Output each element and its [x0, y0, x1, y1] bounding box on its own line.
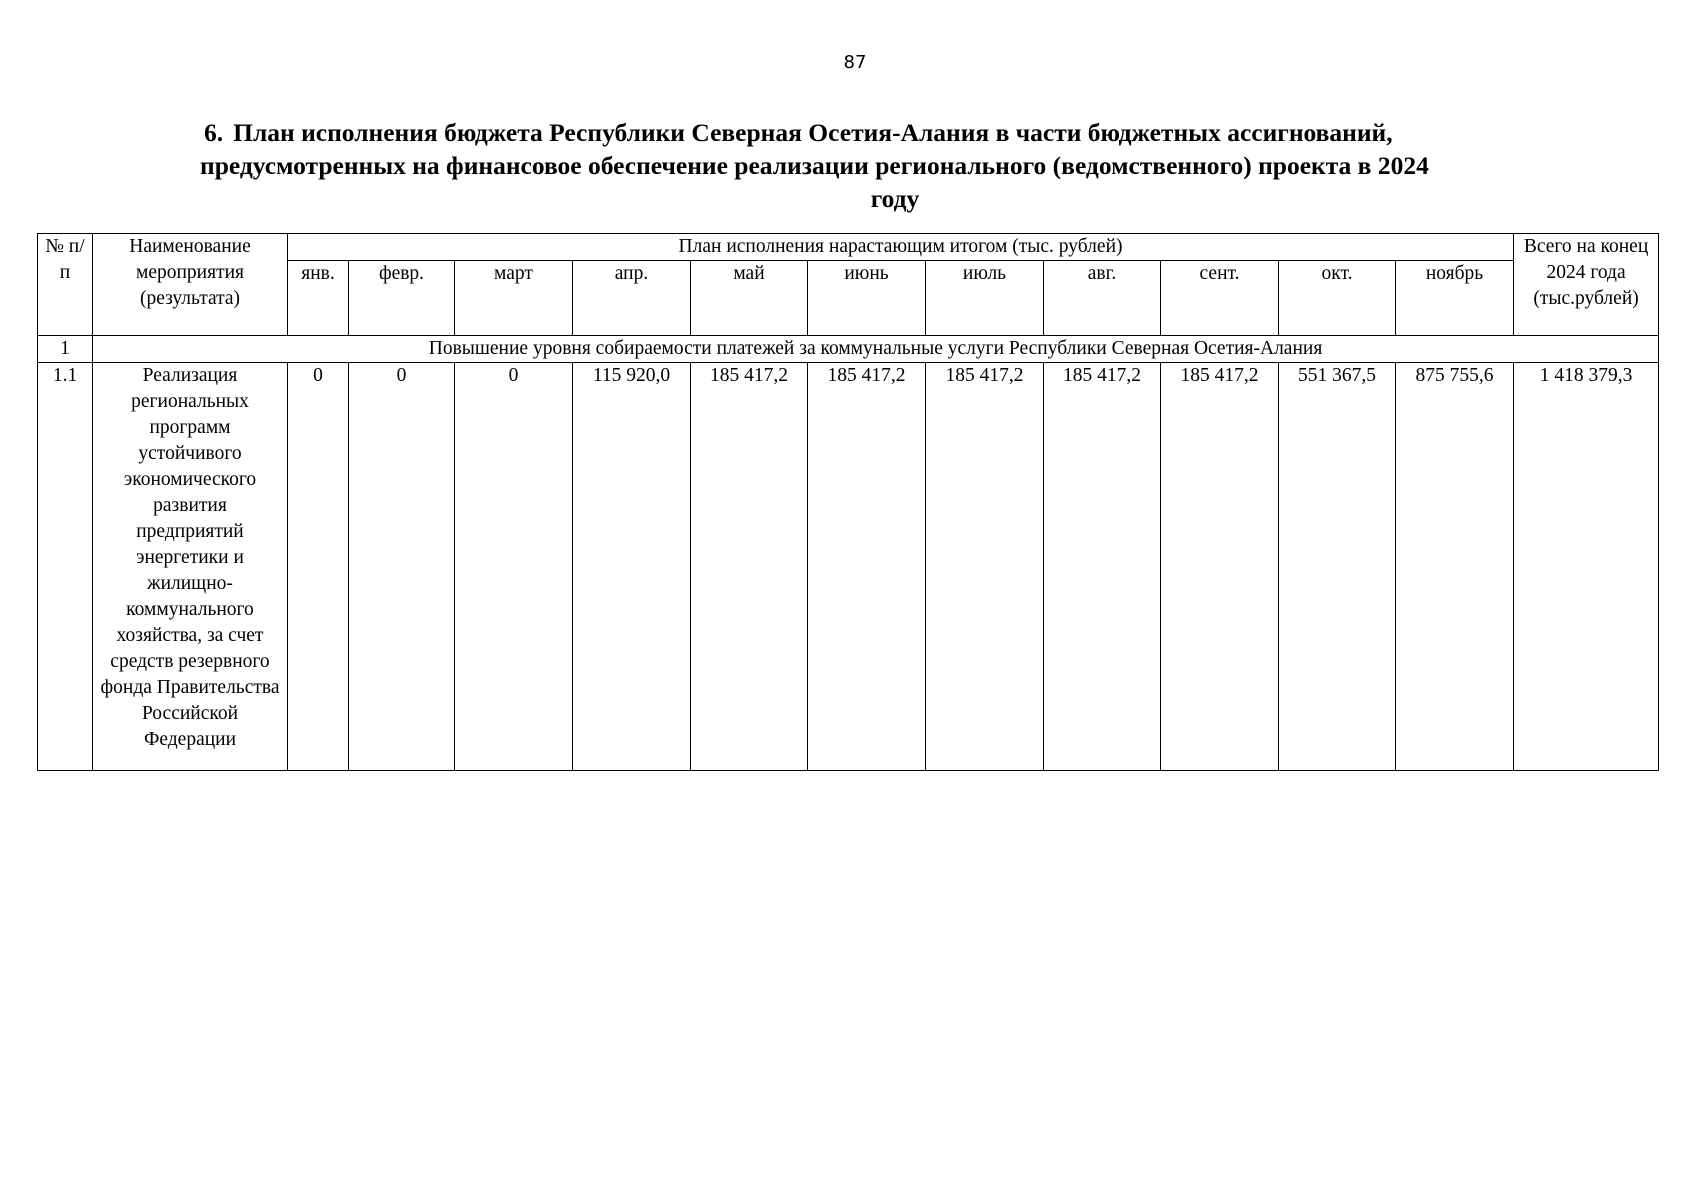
page-title — [200, 116, 1600, 215]
budget-plan-table — [37, 233, 1659, 771]
header-plan: План исполнения нарастающим итогом (тыс. рублей) — [288, 234, 1514, 261]
row-value: 0 — [349, 363, 455, 771]
row-value: 0 — [455, 363, 573, 771]
row-value: 115 920,0 — [573, 363, 691, 771]
row-number: 1.1 — [38, 363, 93, 771]
table-section-row — [38, 336, 1659, 363]
header-month: авг. — [1044, 261, 1161, 336]
header-month: май — [691, 261, 808, 336]
title-line-1-text: План исполнения бюджета Республики Северная Осетия-Алания в части бюджетных ассигнований, — [233, 118, 1393, 147]
header-month: окт. — [1279, 261, 1396, 336]
row-value: 0 — [288, 363, 349, 771]
page-number: 87 — [843, 52, 867, 73]
row-name: Реализация региональных программ устойчивого экономического развития предприятий энергетики и жилищно-коммунального хозяйства, за счет средств резервного фонда Правительства Российской Федерации — [93, 363, 288, 771]
table-row — [38, 363, 1659, 771]
section-number: 1 — [38, 336, 93, 363]
header-month: июнь — [808, 261, 926, 336]
table-header-row — [38, 234, 1659, 261]
header-number: № п/п — [38, 234, 93, 336]
section-title: Повышение уровня собираемости платежей за коммунальные услуги Республики Северная Осетия-Алания — [93, 336, 1659, 363]
header-month: ноябрь — [1396, 261, 1514, 336]
title-line-1 — [200, 116, 1600, 149]
row-value: 185 417,2 — [926, 363, 1044, 771]
header-month: июль — [926, 261, 1044, 336]
row-value: 185 417,2 — [691, 363, 808, 771]
header-total: Всего на конец 2024 года (тыс.рублей) — [1514, 234, 1659, 336]
row-value: 185 417,2 — [1161, 363, 1279, 771]
header-month: март — [455, 261, 573, 336]
title-number: 6. — [204, 118, 224, 147]
title-line-3: году — [870, 184, 920, 213]
row-value: 551 367,5 — [1279, 363, 1396, 771]
header-name: Наименование мероприятия (результата) — [93, 234, 288, 336]
row-total: 1 418 379,3 — [1514, 363, 1659, 771]
header-month: янв. — [288, 261, 349, 336]
header-month: февр. — [349, 261, 455, 336]
header-month: апр. — [573, 261, 691, 336]
title-line-2: предусмотренных на финансовое обеспечение реализации регионального (ведомственного) проекта в 2024 — [200, 151, 1429, 180]
header-month: сент. — [1161, 261, 1279, 336]
row-value: 875 755,6 — [1396, 363, 1514, 771]
row-value: 185 417,2 — [1044, 363, 1161, 771]
row-value: 185 417,2 — [808, 363, 926, 771]
